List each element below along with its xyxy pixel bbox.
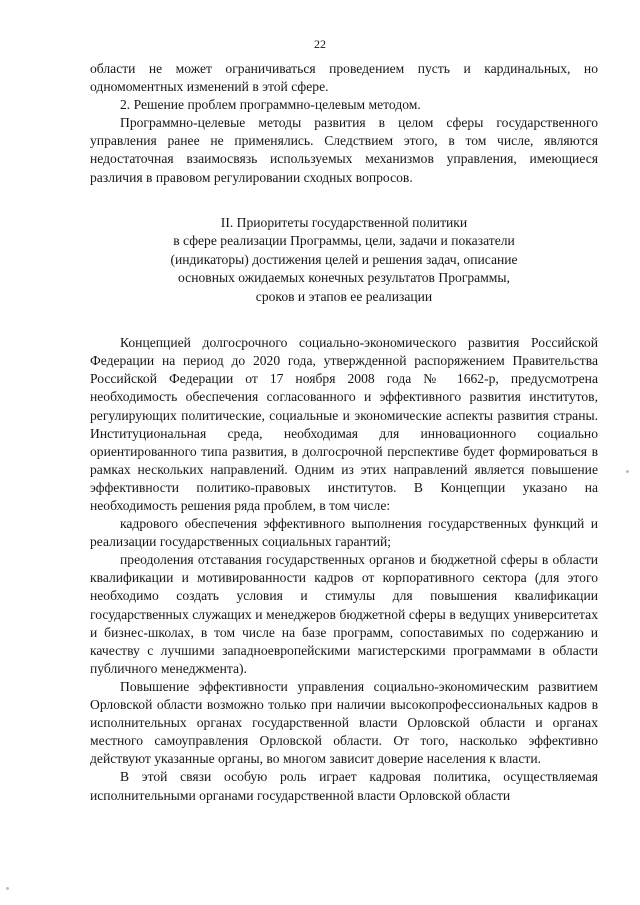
paragraph-concept: Концепцией долгосрочного социально-экономического развития Российской Федерации на период до 2020 года, утвержденной распоряжением Правительства Российской Федерации от 17 ноября 2008 года № 1662-р, предусмотрена необходимость обеспечения согласованного и эффективного развития институтов, регулирующих политические, социальные и экономические аспекты развития страны. Институциональная среда, необходимая для инновационного социально ориентированного типа развития, в долгосрочной перспективе будет формироваться в рамках нескольких направлений. Одним из этих направлений является повышение эффективности политико-правовых институтов. В Концепции указано на необходимость решения ряда проблем, в том числе:: [90, 335, 598, 513]
paragraph-personnel-policy: В этой связи особую роль играет кадровая политика, осуществляемая исполнительными органами государственной власти Орловской области: [90, 769, 598, 803]
paragraph-list-item: кадрового обеспечения эффективного выполнения государственных функций и реализации государственных социальных гарантий;: [90, 516, 598, 550]
section-heading-line: сроков и этапов ее реализации: [255, 288, 433, 304]
section-heading-line: (индикаторы) достижения целей и решения задач, описание: [170, 251, 518, 267]
section-heading-line: II. Приоритеты государственной политики: [220, 214, 468, 230]
document-body: [90, 60, 598, 805]
scan-speck: [626, 470, 629, 473]
section-heading-line: основных ожидаемых конечных результатов Программы,: [178, 270, 510, 286]
scan-speck: [6, 887, 9, 890]
paragraph-continuation: области не может ограничиваться проведением пусть и кардинальных, но одномоментных изменений в этой сфере.: [90, 61, 598, 95]
section-heading: [90, 214, 598, 307]
paragraph-list-item: преодоления отставания государственных органов и бюджетной сферы в области квалификации и мотивированности кадров от корпоративного сектора (для этого необходимо создать условия и стимулы для повышения квалификации государственных служащих и менеджеров бюджетной сферы в ведущих университетах и бизнес-школах, в том числе на базе программ, сопоставимых по содержанию и качеству с лучшими западноевропейскими магистерскими программами в области публичного менеджмента).: [90, 552, 598, 676]
paragraph-efficiency: Повышение эффективности управления социально-экономическим развитием Орловской области возможно только при наличии высокопрофессиональных кадров в исполнительных органах государственной власти Орловской области и органах местного самоуправления Орловской области. От того, насколько эффективно действуют указанные органы, во многом зависит доверие населения к власти.: [90, 678, 598, 767]
page-number: 22: [314, 37, 326, 51]
paragraph-numbered-item: 2. Решение проблем программно-целевым методом.: [120, 97, 421, 113]
section-heading-line: в сфере реализации Программы, цели, задачи и показатели: [173, 233, 515, 249]
paragraph-program-methods: Программно-целевые методы развития в целом сферы государственного управления ранее не применялись. Следствием этого, в том числе, являются недостаточная взаимосвязь используемых механизмов управления, имеющиеся различия в правовом регулировании сходных вопросов.: [90, 115, 598, 185]
